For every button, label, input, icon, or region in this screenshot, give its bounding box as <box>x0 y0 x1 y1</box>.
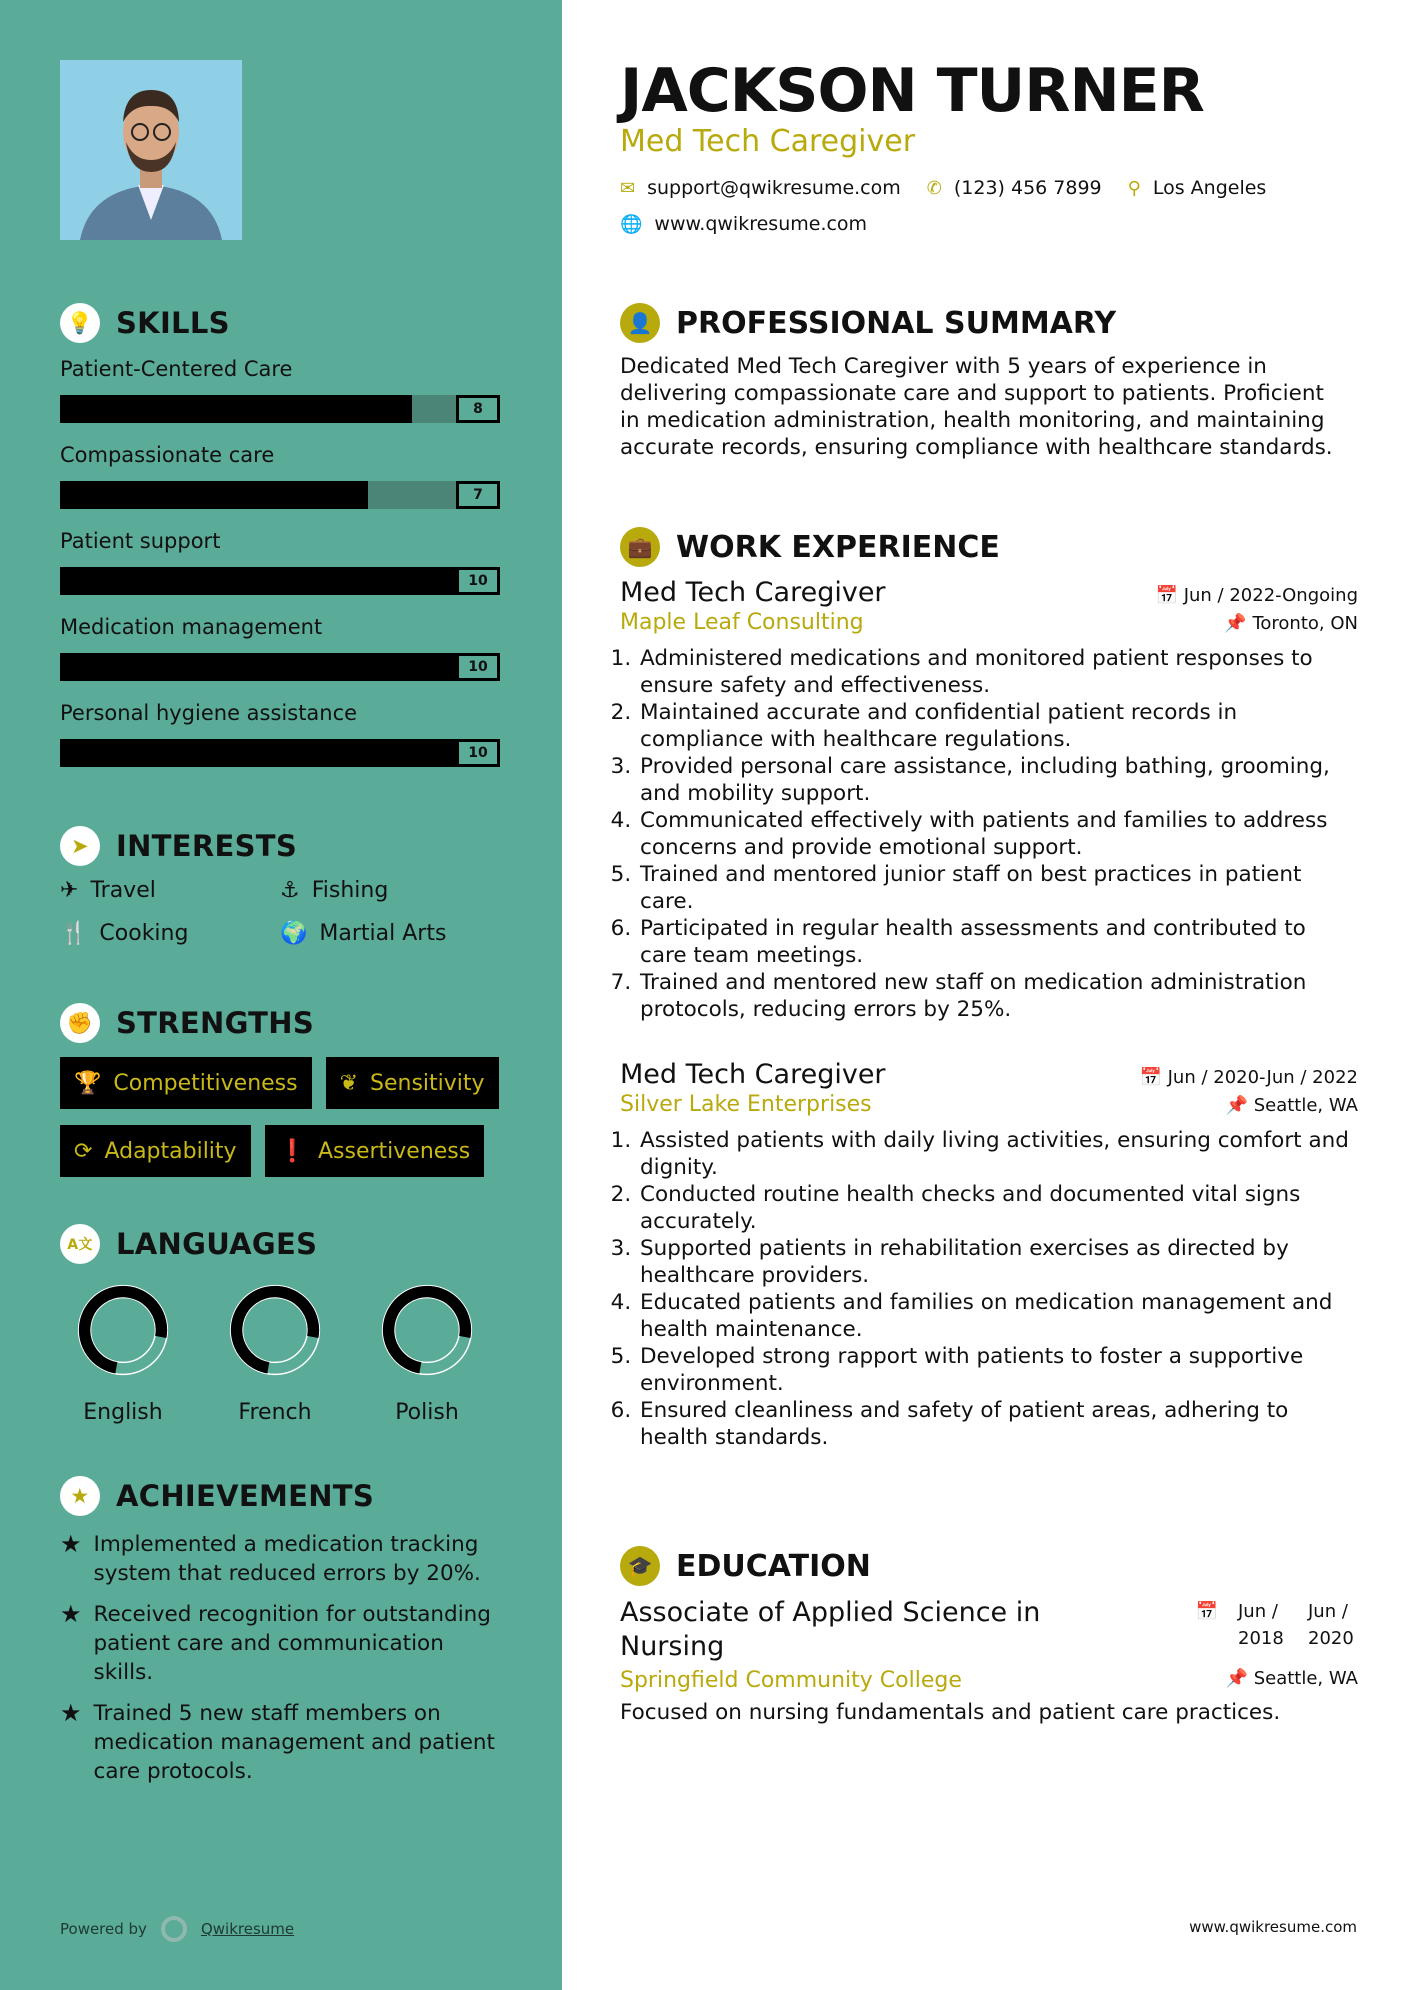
header <box>620 56 1360 235</box>
skill-item <box>60 615 500 681</box>
job-bullet: 4. Educated patients and families on medication management and health maintenance. <box>638 1289 1358 1343</box>
job-bullet: 2. Maintained accurate and confidential patient records in compliance with healthcare regulations. <box>638 699 1358 753</box>
language-donut <box>75 1282 171 1378</box>
skill-item <box>60 701 500 767</box>
achievement-item: ★ Implemented a medication tracking system that reduced errors by 20%. <box>60 1530 481 1586</box>
profile-photo <box>60 60 242 240</box>
envelope-icon: ✉ <box>620 177 636 199</box>
skill-label: Medication management <box>60 615 323 639</box>
language-donut <box>227 1282 323 1378</box>
skill-bar-fill <box>60 395 412 423</box>
lightbulb-icon: 💡 <box>60 303 100 343</box>
achievements-section <box>60 1476 500 1798</box>
plane-icon: ✈ <box>60 878 79 903</box>
job-bullet: 6. Participated in regular health assessments and contributed to care team meetings. <box>638 915 1358 969</box>
qwikresume-link[interactable]: Qwikresume <box>200 1920 295 1938</box>
company: Silver Lake Enterprises <box>620 1092 872 1117</box>
interest-item: 🍴 Cooking <box>60 921 189 946</box>
job-location: 📌 Toronto, ON <box>1224 613 1358 634</box>
education-description: Focused on nursing fundamentals and patient care practices. <box>620 1700 1281 1725</box>
job-bullet: 5. Developed strong rapport with patients to foster a supportive environment. <box>638 1343 1358 1397</box>
pin-icon: 📌 <box>1225 1095 1248 1116</box>
interests-heading: ➤ INTERESTS <box>60 826 500 866</box>
language-donut <box>379 1282 475 1378</box>
achievement-item: ★ Trained 5 new staff members on medication management and patient care protocols. <box>60 1699 495 1784</box>
job-bullet: 4. Communicated effectively with patients and families to address concerns and provide emotional support. <box>638 807 1358 861</box>
language-label: English <box>83 1400 163 1425</box>
footer-website[interactable]: www.qwikresume.com <box>1189 1918 1357 1936</box>
work-section <box>620 527 1358 1451</box>
skill-label: Compassionate care <box>60 443 275 467</box>
map-pin-icon: ⚲ <box>1127 177 1141 199</box>
powered-by: Powered by Qwikresume <box>60 1916 294 1942</box>
languages-heading: A文 LANGUAGES <box>60 1224 500 1264</box>
contact-website[interactable]: 🌐 www.qwikresume.com <box>620 213 868 235</box>
job-bullet: 3. Supported patients in rehabilitation exercises as directed by healthcare providers. <box>638 1235 1358 1289</box>
language-label: Polish <box>395 1400 459 1425</box>
summary-heading: 👤 PROFESSIONAL SUMMARY <box>620 303 1340 343</box>
pin-icon: 📌 <box>1224 613 1247 634</box>
interest-item: 🌍 Martial Arts <box>280 921 447 946</box>
fist-icon: ✊ <box>60 1003 100 1043</box>
education-section <box>620 1546 1358 1726</box>
user-icon: 👤 <box>620 303 660 343</box>
language-item <box>202 1282 348 1425</box>
calendar-icon: 📅 <box>1139 1067 1162 1088</box>
calendar-icon: 📅 <box>1155 585 1178 606</box>
candidate-title: Med Tech Caregiver <box>620 124 916 159</box>
skill-label: Patient support <box>60 529 221 553</box>
interest-item: ⚓ Fishing <box>280 878 389 903</box>
job-title: Med Tech Caregiver <box>620 1059 886 1090</box>
skill-level: 10 <box>456 567 500 595</box>
job-dates: 📅 Jun / 2020-Jun / 2022 <box>1139 1067 1358 1088</box>
degree: Associate of Applied Science in Nursing <box>620 1597 1041 1662</box>
job-bullets <box>620 1127 1358 1451</box>
skills-heading: 💡 SKILLS <box>60 303 500 343</box>
refresh-icon: ⟳ <box>74 1138 93 1164</box>
qwikresume-logo-icon <box>161 1916 187 1942</box>
interests-section <box>60 826 500 946</box>
skill-bar-fill <box>60 567 500 595</box>
strength-tag: ❦ Sensitivity <box>326 1057 499 1109</box>
skill-level: 8 <box>456 395 500 423</box>
strengths-section <box>60 1003 540 1177</box>
interest-item: ✈ Travel <box>60 878 156 903</box>
languages-section <box>60 1224 500 1425</box>
job-entry <box>620 1059 1358 1451</box>
skill-bar <box>60 481 500 509</box>
contact-email[interactable]: ✉ support@qwikresume.com <box>620 177 901 199</box>
skill-item <box>60 529 500 595</box>
language-item <box>354 1282 500 1425</box>
briefcase-icon: 💼 <box>620 527 660 567</box>
calendar-icon: 📅 <box>1195 1601 1218 1622</box>
company: Maple Leaf Consulting <box>620 610 864 635</box>
skill-bar-fill <box>60 481 368 509</box>
globe-icon: 🌍 <box>280 921 308 946</box>
job-bullet: 7. Trained and mentored new staff on medication administration protocols, reducing errors by 25%. <box>638 969 1358 1023</box>
strength-tag: 🏆 Competitiveness <box>60 1057 312 1109</box>
candidate-name: JACKSON TURNER <box>620 56 1204 126</box>
skill-item <box>60 357 500 423</box>
star-badge-icon: ★ <box>60 1476 100 1516</box>
utensils-icon: 🍴 <box>60 921 88 946</box>
strengths-heading: ✊ STRENGTHS <box>60 1003 540 1043</box>
skill-bar-fill <box>60 653 500 681</box>
strength-tag: ❗ Assertiveness <box>265 1125 485 1177</box>
achievement-item: ★ Received recognition for outstanding patient care and communication skills. <box>60 1600 491 1685</box>
skills-section <box>60 303 500 787</box>
skill-level: 10 <box>456 653 500 681</box>
skill-label: Personal hygiene assistance <box>60 701 358 725</box>
job-location: 📌 Seattle, WA <box>1225 1095 1358 1116</box>
job-title: Med Tech Caregiver <box>620 577 886 608</box>
contact-phone[interactable]: ✆ (123) 456 7899 <box>926 177 1102 199</box>
education-heading: 🎓 EDUCATION <box>620 1546 1358 1586</box>
education-dates: 📅 Jun / 2018 Jun / 2020 <box>1196 1598 1358 1664</box>
skill-level: 10 <box>456 739 500 767</box>
summary-section <box>620 303 1340 461</box>
skill-item <box>60 443 500 509</box>
trophy-icon: 🏆 <box>74 1070 102 1096</box>
job-bullet: 2. Conducted routine health checks and documented vital signs accurately. <box>638 1181 1358 1235</box>
paper-plane-icon: ➤ <box>60 826 100 866</box>
skill-bar <box>60 739 500 767</box>
job-bullet: 1. Assisted patients with daily living activities, ensuring comfort and dignity. <box>638 1127 1358 1181</box>
globe-icon: 🌐 <box>620 213 643 235</box>
skill-bar <box>60 567 500 595</box>
skill-level: 7 <box>456 481 500 509</box>
job-bullet: 3. Provided personal care assistance, including bathing, grooming, and mobility support. <box>638 753 1358 807</box>
job-bullet: 5. Trained and mentored junior staff on best practices in patient care. <box>638 861 1358 915</box>
job-bullet: 6. Ensured cleanliness and safety of patient areas, adhering to health standards. <box>638 1397 1358 1451</box>
star-icon: ★ <box>60 1530 82 1558</box>
summary-text: Dedicated Med Tech Caregiver with 5 years of experience in delivering compassionate care and support to patients. Proficient in medication administration, health monitoring, and maintaining accurate records, ensuring compliance with healthcare standards. <box>620 354 1333 460</box>
leaf-icon: ❦ <box>339 1070 359 1096</box>
job-bullet: 1. Administered medications and monitored patient responses to ensure safety and effectiveness. <box>638 645 1358 699</box>
job-entry <box>620 577 1358 1023</box>
skill-bar-fill <box>60 739 500 767</box>
anchor-icon: ⚓ <box>280 878 300 903</box>
star-icon: ★ <box>60 1600 82 1628</box>
exclamation-icon: ❗ <box>278 1138 306 1164</box>
phone-icon: ✆ <box>926 177 942 199</box>
language-item <box>50 1282 196 1425</box>
language-label: French <box>238 1400 312 1425</box>
work-heading: 💼 WORK EXPERIENCE <box>620 527 1358 567</box>
skill-bar <box>60 653 500 681</box>
contact-location: ⚲ Los Angeles <box>1127 177 1267 199</box>
job-dates: 📅 Jun / 2022-Ongoing <box>1155 585 1358 606</box>
strength-tag: ⟳ Adaptability <box>60 1125 251 1177</box>
language-icon: A文 <box>60 1224 100 1264</box>
achievements-heading: ★ ACHIEVEMENTS <box>60 1476 500 1516</box>
education-location: 📌 Seattle, WA <box>1225 1668 1358 1689</box>
star-icon: ★ <box>60 1699 82 1727</box>
school: Springfield Community College <box>620 1668 962 1693</box>
skill-bar <box>60 395 500 423</box>
graduate-icon: 🎓 <box>620 1546 660 1586</box>
job-bullets <box>620 645 1358 1023</box>
skill-label: Patient-Centered Care <box>60 357 293 381</box>
